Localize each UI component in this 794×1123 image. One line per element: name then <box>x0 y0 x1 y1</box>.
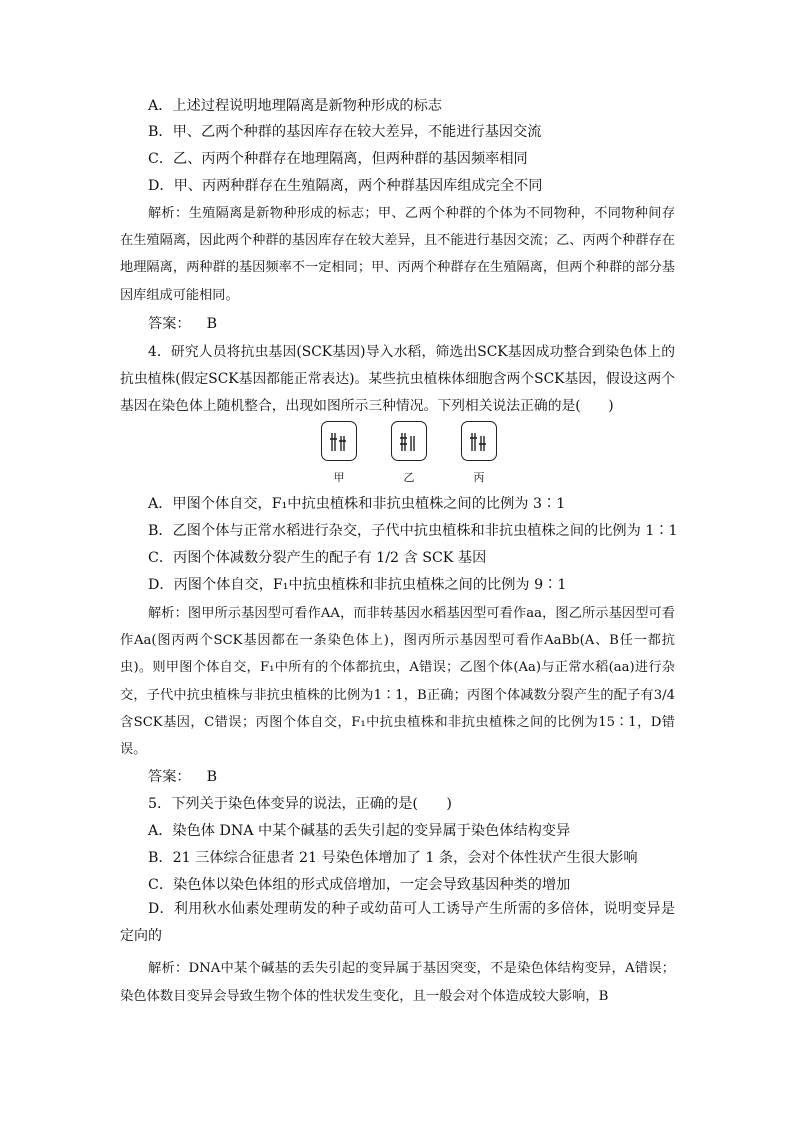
cell-diagram-yi <box>391 421 427 461</box>
q3-explanation-text: 生殖隔离是新物种形成的标志；甲、乙两个种群的个体为不同物种，不同物种间存在生殖隔离，因此两个种群的基因库存在较大差异，且不能进行基因交流；乙、丙两个种群存在地理隔离，两种群的基因频率不一定相同；甲、丙两个种群存在生殖隔离，但两个种群的部分基因库组成可能相同。 <box>120 206 676 303</box>
q4-explanation <box>120 600 675 763</box>
q3-answer <box>148 314 217 334</box>
chromosome-figure <box>318 421 502 491</box>
q4-option-d: D．丙图个体自交，F₁中抗虫植株和非抗虫植株之间的比例为 9∶1 <box>148 577 567 593</box>
q5-explanation <box>120 955 675 1011</box>
q5-option-d: D．利用秋水仙素处理萌发的种子或幼苗可人工诱导产生所需的多倍体，说明变异是定向的 <box>120 901 675 944</box>
q4-option-c: C．丙图个体减数分裂产生的配子有 1/2 含 SCK 基因 <box>148 550 487 566</box>
q3-explanation-label: 解析： <box>148 206 189 221</box>
q3-option-c: C．乙、丙两个种群存在地理隔离，但两种群的基因频率相同 <box>148 151 528 167</box>
chromosome-pair-bing-icon <box>462 422 495 459</box>
q5-option-a: A．染色体 DNA 中某个碱基的丢失引起的变异属于染色体结构变异 <box>148 823 571 839</box>
q4-answer-label: 答案： <box>148 769 191 785</box>
q3-option-d: D．甲、丙两种群存在生殖隔离，两个种群基因库组成完全不同 <box>148 178 543 194</box>
q5-stem: 5．下列关于染色体变异的说法，正确的是( ) <box>148 796 452 812</box>
q3-answer-label: 答案： <box>148 316 191 332</box>
q5-option-c: C．染色体以染色体组的形式成倍增加，一定会导致基因种类的增加 <box>148 877 571 893</box>
figure-label-yi: 乙 <box>403 471 415 484</box>
q5-explanation-text: DNA中某个碱基的丢失引起的变异属于基因突变，不是染色体结构变异，A错误；染色体数目变异会导致生物个体的性状发生变化，且一般会对个体造成较大影响，B <box>120 961 676 1004</box>
cell-diagram-bing <box>461 421 497 461</box>
figure-label-jia: 甲 <box>333 471 345 484</box>
cell-diagram-jia <box>321 421 357 461</box>
q3-option-a: A．上述过程说明地理隔离是新物种形成的标志 <box>148 98 442 114</box>
q4-answer <box>148 767 217 787</box>
q4-answer-value: B <box>206 769 218 785</box>
figure-label-bing: 丙 <box>473 471 485 484</box>
q4-option-a: A．甲图个体自交，F₁中抗虫植株和非抗虫植株之间的比例为 3∶1 <box>148 496 566 512</box>
q4-stem: 4．研究人员将抗虫基因(SCK基因)导入水稻，筛选出SCK基因成功整合到染色体上的抗虫植株(假定SCK基因都能正常表达)。某些抗虫植株体细胞含两个SCK基因，假设这两个基因在染色体上随机整合，出现如图所示三种情况。下列相关说法正确的是( ) <box>120 344 675 415</box>
q5-explanation-label: 解析： <box>148 961 189 976</box>
q4-explanation-label: 解析： <box>148 606 188 621</box>
chromosome-pair-jia-icon <box>322 422 355 459</box>
q4-explanation-text: 图甲所示基因型可看作AA，而非转基因水稻基因型可看作aa，图乙所示基因型可看作Aa(图丙两个SCK基因都在一条染色体上)，图丙所示基因型可看作AaBb(A、B任一都抗虫)。则甲图个体自交，F₁中所有的个体都抗虫，A错误；乙图个体(Aa)与正常水稻(aa)进行杂交，子代中抗虫植株与非抗虫植株的比例为1∶1，B正确；丙图个体减数分裂产生的配子有3/4含SCK基因，C错误；丙图个体自交，F₁中抗虫植株和非抗虫植株之间的比例为15∶1，D错误。 <box>120 606 675 758</box>
q4-option-b: B．乙图个体与正常水稻进行杂交，子代中抗虫植株和非抗虫植株之间的比例为 1∶1 <box>148 523 678 539</box>
q5-option-b: B．21 三体综合征患者 21 号染色体增加了 1 条，会对个体性状产生很大影响 <box>148 850 638 866</box>
chromosome-pair-yi-icon <box>392 422 425 459</box>
q3-option-b: B．甲、乙两个种群的基因库存在较大差异，不能进行基因交流 <box>148 124 542 140</box>
q3-explanation <box>120 200 675 309</box>
q3-answer-value: B <box>206 316 218 332</box>
